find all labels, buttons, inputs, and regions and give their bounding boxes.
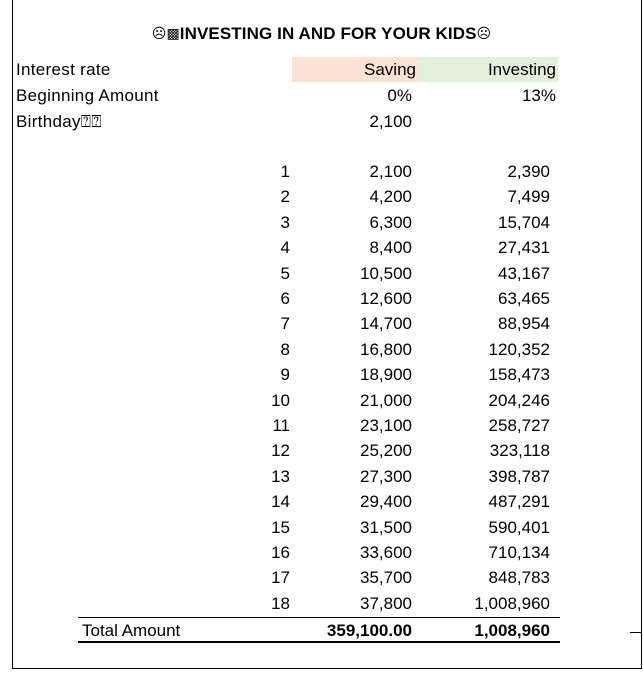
row-investing: 15,704 (498, 213, 550, 232)
investing-header: Investing (487, 60, 556, 79)
row-investing: 590,401 (488, 518, 550, 537)
total-top-border (78, 617, 560, 618)
row-year: 10 (271, 391, 290, 410)
row-year: 9 (280, 365, 290, 384)
row-year: 8 (280, 340, 290, 359)
investing-rate: 13% (521, 86, 556, 105)
row-investing: 27,431 (498, 238, 550, 257)
row-saving: 21,000 (360, 391, 412, 410)
row-saving: 16,800 (360, 340, 412, 359)
row-investing: 487,291 (488, 492, 550, 511)
title-text: INVESTING IN AND FOR YOUR KIDS (179, 24, 477, 43)
row-year: 4 (280, 238, 290, 257)
row-saving: 10,500 (360, 264, 412, 283)
row-year: 15 (271, 518, 290, 537)
row-saving: 27,300 (360, 467, 412, 486)
row-saving: 23,100 (360, 416, 412, 435)
row-investing: 204,246 (488, 391, 550, 410)
row-saving: 29,400 (360, 492, 412, 511)
row-year: 6 (280, 289, 290, 308)
row-investing: 848,783 (488, 568, 550, 587)
row-investing: 120,352 (488, 340, 550, 359)
row-saving: 33,600 (360, 543, 412, 562)
row-investing: 323,118 (489, 441, 550, 460)
row-investing: 1,008,960 (474, 594, 550, 613)
beginning-amount-value: 2,100 (369, 112, 412, 131)
row-saving: 18,900 (360, 365, 412, 384)
row-saving: 12,600 (360, 289, 412, 308)
sad-face-icon: ☹ (476, 25, 492, 41)
saving-header: Saving (364, 60, 416, 79)
row-saving: 25,200 (360, 441, 412, 460)
total-saving: 359,100.00 (326, 621, 412, 640)
row-year: 11 (272, 416, 290, 435)
interest-rate-label: Interest rate (16, 60, 111, 79)
sheet-title (0, 24, 643, 44)
row-investing: 7,499 (507, 187, 550, 206)
row-year: 2 (280, 187, 290, 206)
row-saving: 2,100 (369, 162, 412, 181)
row-year: 18 (271, 594, 290, 613)
row-year: 17 (271, 568, 290, 587)
row-saving: 37,800 (360, 594, 412, 613)
row-year: 7 (280, 314, 290, 333)
row-investing: 43,167 (498, 264, 550, 283)
row-saving: 14,700 (360, 314, 412, 333)
row-investing: 258,727 (488, 416, 550, 435)
total-amount-label: Total Amount (82, 621, 181, 640)
row-saving: 4,200 (369, 187, 412, 206)
birthday-label: Birthday⍰⍰ (16, 112, 102, 131)
row-investing: 158,473 (488, 365, 550, 384)
row-saving: 6,300 (369, 213, 412, 232)
row-investing: 398,787 (488, 467, 550, 486)
row-year: 14 (271, 492, 290, 511)
row-saving: 31,500 (360, 518, 412, 537)
row-saving: 35,700 (360, 568, 412, 587)
row-investing: 88,954 (498, 314, 550, 333)
row-investing: 2,390 (507, 162, 550, 181)
sad-face-icon: ☹ (151, 25, 167, 41)
total-investing: 1,008,960 (474, 621, 550, 640)
edge-tick (630, 632, 642, 633)
row-investing: 63,465 (498, 289, 550, 308)
row-year: 12 (271, 441, 290, 460)
row-investing: 710,134 (488, 543, 550, 562)
row-year: 1 (280, 162, 290, 181)
saving-rate: 0% (387, 86, 412, 105)
row-year: 5 (280, 264, 290, 283)
beginning-amount-label: Beginning Amount (16, 86, 159, 105)
row-year: 16 (271, 543, 290, 562)
row-saving: 8,400 (369, 238, 412, 257)
row-year: 3 (280, 213, 290, 232)
box-icon: ▩ (166, 25, 180, 41)
row-year: 13 (271, 467, 290, 486)
total-bottom-border (78, 641, 560, 643)
